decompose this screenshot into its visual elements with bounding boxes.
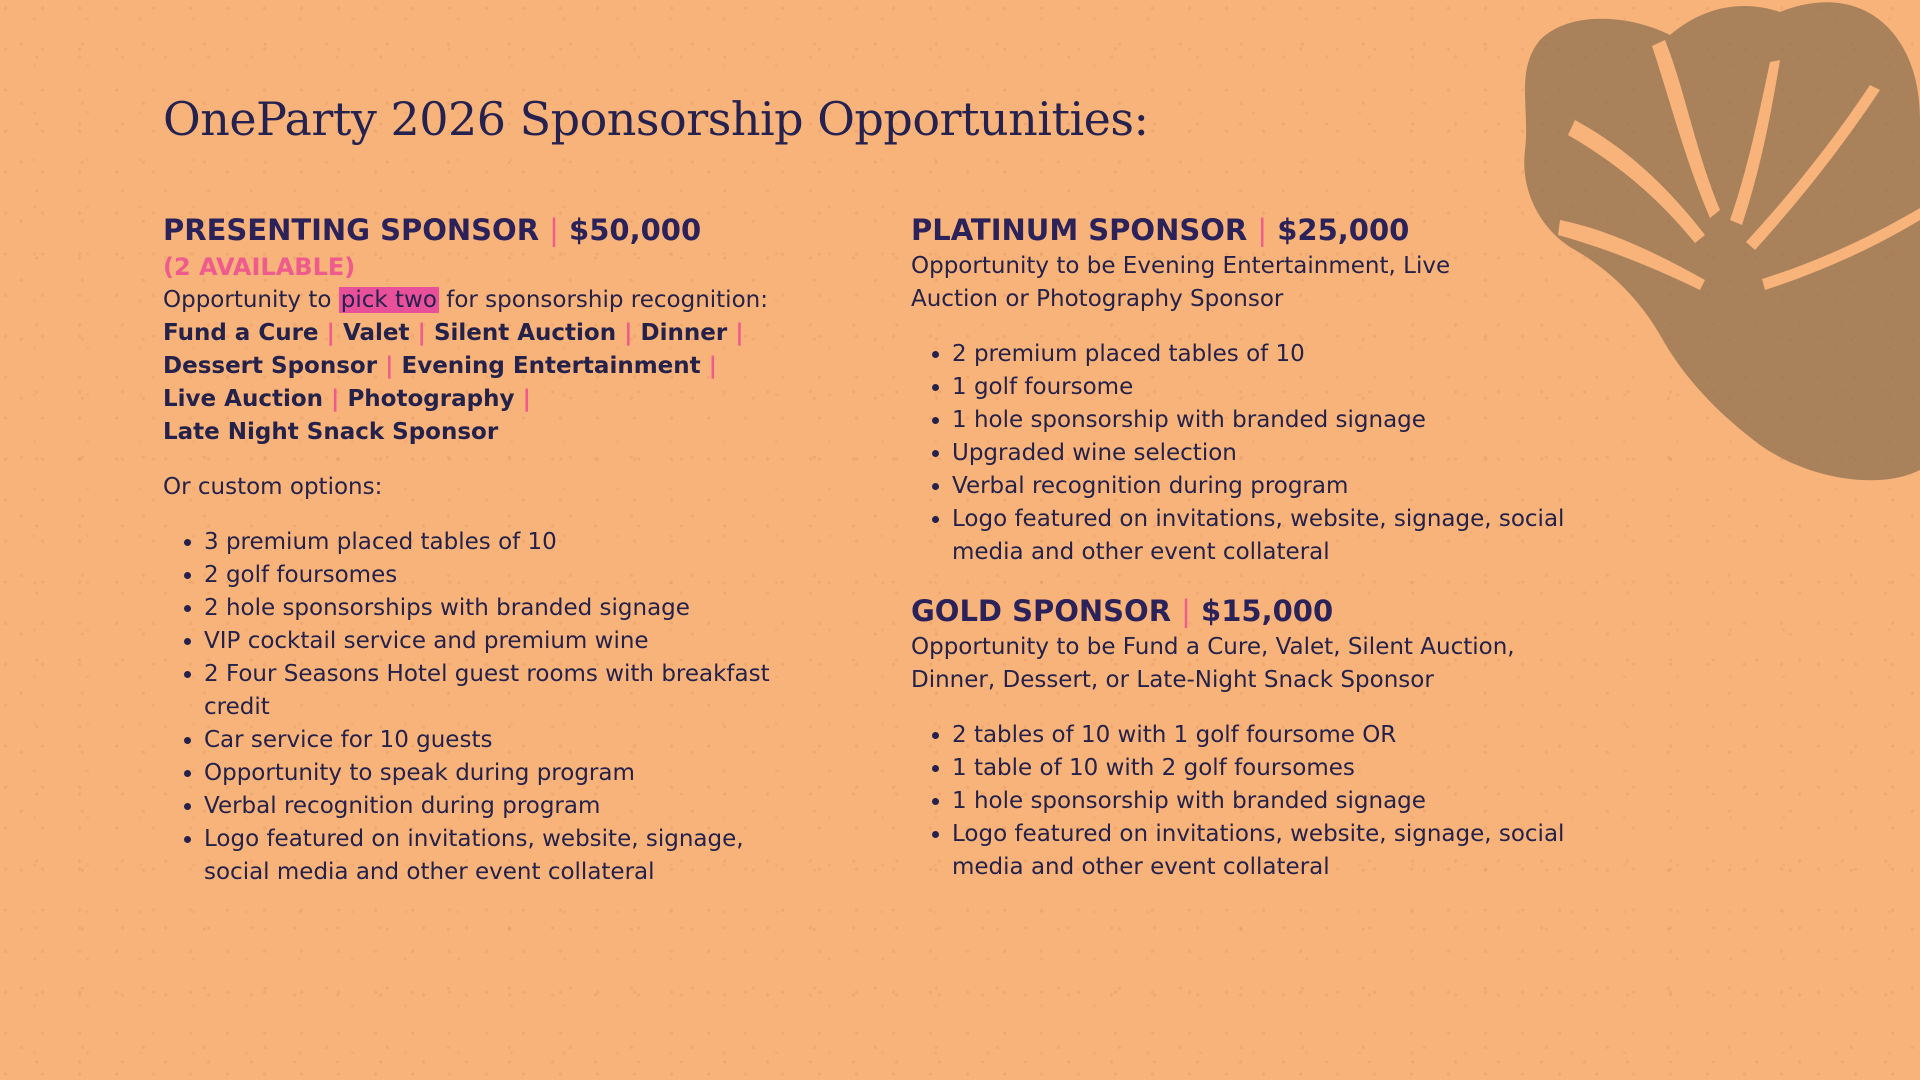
list-item: • Upgraded wine selection xyxy=(952,437,1631,470)
option-separator: | xyxy=(708,353,718,379)
heading-separator: | xyxy=(549,213,559,247)
gold-sponsor-price: $15,000 xyxy=(1201,594,1334,628)
option-item: Photography xyxy=(347,386,515,412)
platinum-benefits-list xyxy=(911,338,1631,569)
gold-sponsor-name: GOLD SPONSOR xyxy=(911,594,1172,628)
list-item: • 2 hole sponsorships with branded signage xyxy=(204,592,803,625)
list-item: • Logo featured on invitations, website, signage, social media and other event collateral xyxy=(204,823,803,889)
presenting-benefits-list xyxy=(163,526,803,889)
list-item: • 1 golf foursome xyxy=(952,371,1631,404)
option-separator: | xyxy=(326,320,335,346)
option-item: Dessert Sponsor xyxy=(163,353,378,379)
intro-text: for sponsorship recognition: xyxy=(446,287,768,313)
presenting-sponsor-name: PRESENTING SPONSOR xyxy=(163,213,540,247)
option-item: Silent Auction xyxy=(433,320,617,346)
page-title: OneParty 2026 Sponsorship Opportunities: xyxy=(163,92,1149,146)
presenting-sponsor-section xyxy=(163,210,803,889)
option-item: Live Auction xyxy=(163,386,324,412)
list-item: • 2 tables of 10 with 1 golf foursome OR xyxy=(952,719,1631,752)
pick-two-highlight: pick two xyxy=(340,287,437,313)
list-item: • Car service for 10 guests xyxy=(204,724,803,757)
option-separator: | xyxy=(331,386,340,412)
presenting-sponsor-heading xyxy=(163,210,803,250)
gold-sponsor-section xyxy=(911,591,1631,884)
gold-sponsor-heading xyxy=(911,591,1631,631)
list-item: • 3 premium placed tables of 10 xyxy=(204,526,803,559)
option-separator: | xyxy=(735,320,744,346)
platinum-sponsor-section xyxy=(911,210,1631,569)
option-separator: | xyxy=(385,353,394,379)
list-item: • 1 table of 10 with 2 golf foursomes xyxy=(952,752,1631,785)
platinum-sponsor-price: $25,000 xyxy=(1277,213,1410,247)
option-item: Fund a Cure xyxy=(163,320,319,346)
option-separator: | xyxy=(417,320,426,346)
option-item: Dinner xyxy=(640,320,728,346)
platinum-sponsor-heading xyxy=(911,210,1631,250)
intro-text: Opportunity to xyxy=(163,287,332,313)
gold-benefits-list xyxy=(911,719,1631,884)
option-separator: | xyxy=(522,386,531,412)
list-item: • 2 premium placed tables of 10 xyxy=(952,338,1631,371)
right-column xyxy=(911,210,1631,884)
option-item: Late Night Snack Sponsor xyxy=(163,419,499,445)
custom-options-label: Or custom options: xyxy=(163,474,383,500)
list-item: • 2 golf foursomes xyxy=(204,559,803,592)
presenting-availability: (2 AVAILABLE) xyxy=(163,253,356,281)
list-item: • 1 hole sponsorship with branded signage xyxy=(952,785,1631,818)
platinum-description: Opportunity to be Evening Entertainment, Live Auction or Photography Sponsor xyxy=(911,253,1451,312)
option-item: Evening Entertainment xyxy=(401,353,701,379)
gold-description: Opportunity to be Fund a Cure, Valet, Silent Auction, Dinner, Dessert, or Late-Night Snack Sponsor xyxy=(911,634,1515,693)
platinum-sponsor-name: PLATINUM SPONSOR xyxy=(911,213,1248,247)
heading-separator: | xyxy=(1181,594,1191,628)
presenting-intro xyxy=(163,284,803,317)
list-item: • Logo featured on invitations, website, signage, social media and other event collateral xyxy=(952,503,1631,569)
list-item: • Verbal recognition during program xyxy=(204,790,803,823)
list-item: • VIP cocktail service and premium wine xyxy=(204,625,803,658)
list-item: • 1 hole sponsorship with branded signage xyxy=(952,404,1631,437)
list-item: • 2 Four Seasons Hotel guest rooms with breakfast credit xyxy=(204,658,803,724)
heading-separator: | xyxy=(1257,213,1268,247)
option-separator: | xyxy=(624,320,633,346)
option-item: Valet xyxy=(342,320,410,346)
presenting-options-list xyxy=(163,317,803,449)
list-item: • Opportunity to speak during program xyxy=(204,757,803,790)
presenting-sponsor-price: $50,000 xyxy=(569,213,702,247)
list-item: • Logo featured on invitations, website, signage, social media and other event collateral xyxy=(952,818,1631,884)
list-item: • Verbal recognition during program xyxy=(952,470,1631,503)
